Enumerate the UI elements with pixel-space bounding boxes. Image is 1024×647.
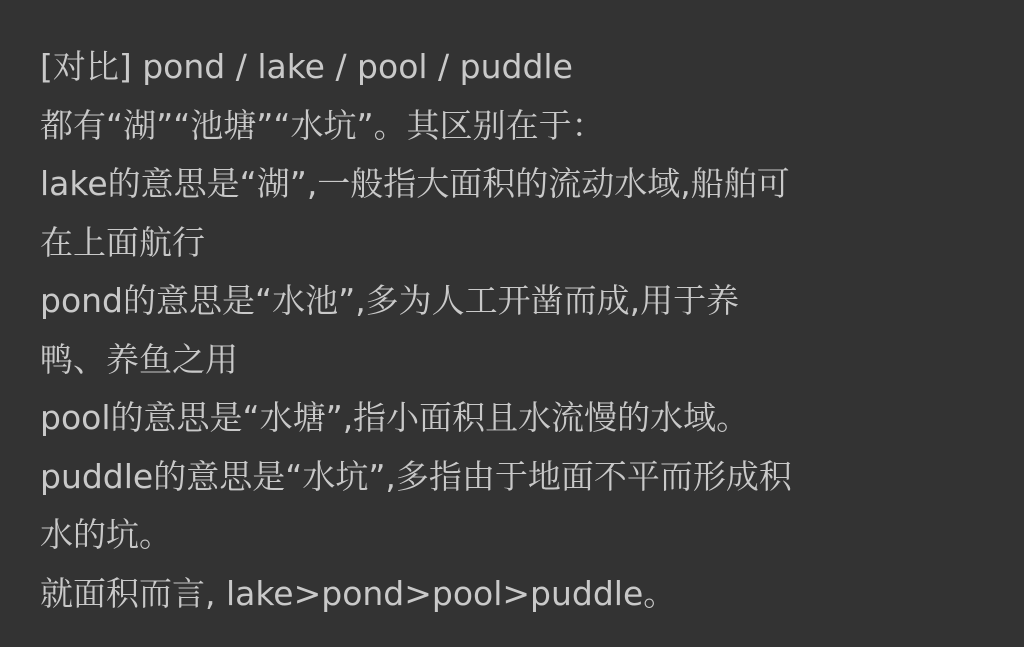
note-line-pond: pond的意思是“水池”,多为人工开凿而成,用于养: [40, 281, 740, 320]
note-line-puddle-cont: 水的坑。: [40, 515, 172, 554]
note-line-lake: lake的意思是“湖”,一般指大面积的流动水域,船舶可: [40, 164, 790, 203]
note-line-pool: pool的意思是“水塘”,指小面积且水流慢的水域。: [40, 398, 750, 437]
note-title: [对比] pond / lake / pool / puddle: [40, 47, 573, 86]
note-line-intro: 都有“湖”“池塘”“水坑”。其区别在于：: [40, 105, 605, 145]
note-line-lake-cont: 在上面航行: [40, 222, 205, 262]
note-line-puddle: puddle的意思是“水坑”,多指由于地面不平而形成积: [40, 456, 792, 496]
note-line-summary: 就面积而言, lake>pond>pool>puddle。: [40, 573, 677, 613]
note-line-pond-cont: 鸭、养鱼之用: [40, 339, 238, 379]
